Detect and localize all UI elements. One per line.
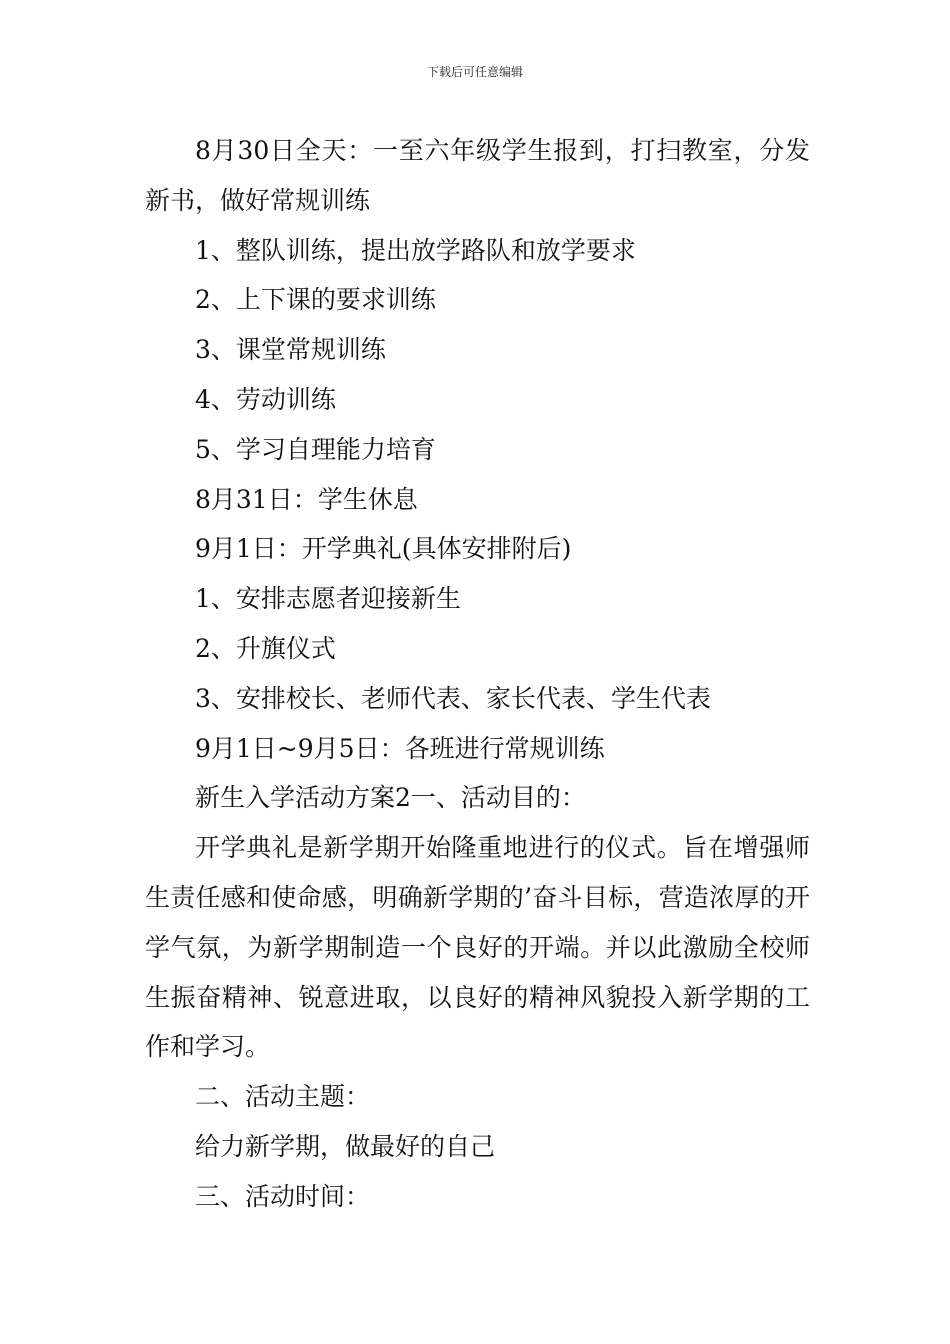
paragraph-item-flag-raising: 2、升旗仪式 [195, 633, 336, 663]
paragraph-item-queue-training: 1、整队训练，提出放学路队和放学要求 [195, 235, 636, 265]
paragraph-schedule-sep1-5: 9月1日~9月5日：各班进行常规训练 [195, 733, 605, 763]
document-body [145, 126, 810, 1222]
paragraph-item-representatives: 3、安排校长、老师代表、家长代表、学生代表 [195, 683, 711, 713]
paragraph-purpose-body: 开学典礼是新学期开始隆重地进行的仪式。旨在增强师生责任感和使命感，明确新学期的’奋斗目标，营造浓厚的开学气氛，为新学期制造一个良好的开端。并以此激励全校师生振奋精神、锐意进取，以良好的精神风貌投入新学期的工作和学习。 [145, 833, 810, 1062]
paragraph-item-class-training: 2、上下课的要求训练 [195, 285, 436, 315]
paragraph-schedule-aug31: 8月31日：学生休息 [195, 484, 418, 514]
paragraph-theme-heading: 二、活动主题： [195, 1082, 371, 1112]
paragraph-theme-body: 给力新学期，做最好的自己 [195, 1131, 496, 1161]
paragraph-item-classroom-routine: 3、课堂常规训练 [195, 335, 386, 365]
paragraph-item-volunteers: 1、安排志愿者迎接新生 [195, 584, 461, 614]
paragraph-schedule-sep1: 9月1日：开学典礼(具体安排附后) [195, 534, 572, 564]
page-header: 下载后可任意编辑 [426, 65, 523, 79]
paragraph-item-labor-training: 4、劳动训练 [195, 384, 336, 414]
paragraph-item-self-care: 5、学习自理能力培育 [195, 434, 436, 464]
paragraph-schedule-aug30: 8月30日全天：一至六年级学生报到，打扫教室，分发新书，做好常规训练 [145, 136, 810, 215]
paragraph-time-heading: 三、活动时间： [195, 1181, 371, 1211]
paragraph-plan2-purpose-heading: 新生入学活动方案2一、活动目的： [195, 783, 586, 813]
